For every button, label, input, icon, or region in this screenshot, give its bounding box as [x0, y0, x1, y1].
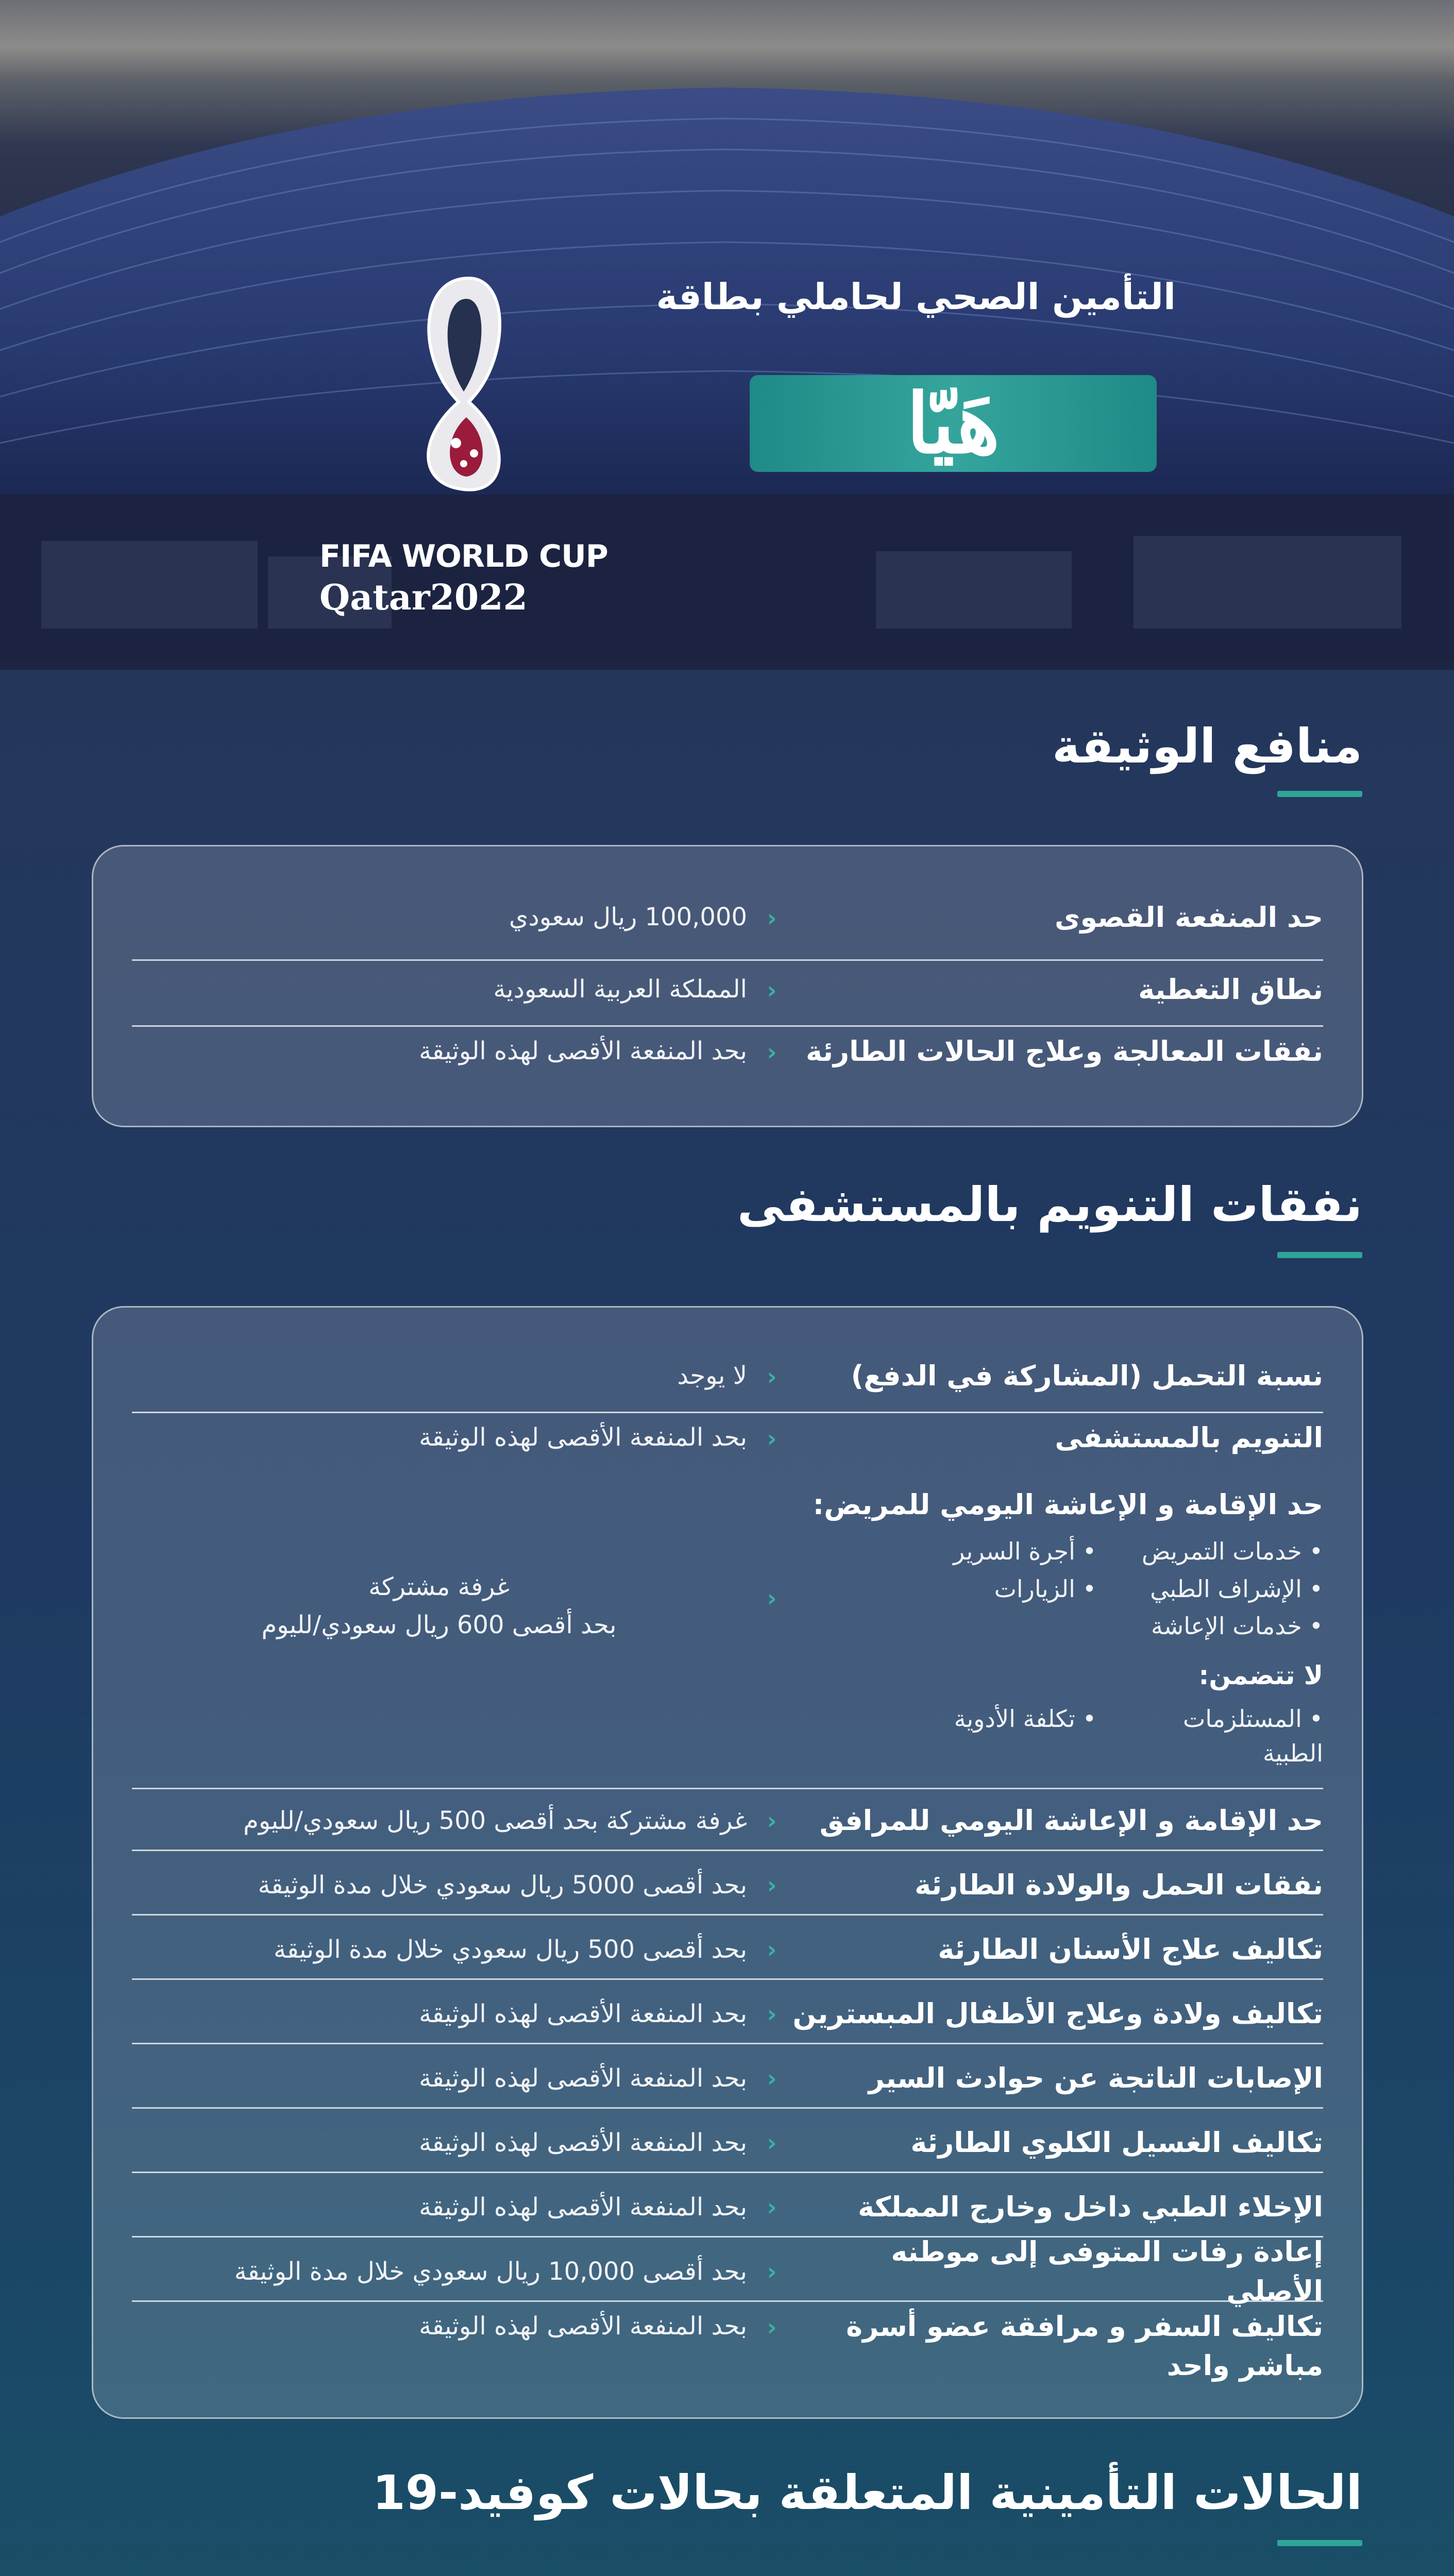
chevron-left-icon: ‹ [767, 1425, 777, 1452]
chevron-left-icon: ‹ [767, 1935, 777, 1963]
stadium-illustration [0, 0, 1454, 670]
row-label: الإصابات الناتجة عن حوادث السير [868, 2062, 1323, 2095]
chevron-left-icon: ‹ [767, 2313, 777, 2341]
hospital-row [132, 1418, 1323, 1475]
policy-benefits-title: منافع الوثيقة [1052, 719, 1362, 774]
row-value: بحد المنفعة الأقصى لهذه الوثيقة [419, 1037, 747, 1065]
world-cup-emblem-icon [309, 268, 629, 629]
row-label: تكاليف الغسيل الكلوي الطارئة [910, 2126, 1323, 2159]
hospital-row [132, 2307, 1323, 2400]
row-label: الإخلاء الطبي داخل وخارج المملكة [858, 2191, 1323, 2224]
chevron-left-icon: ‹ [767, 976, 777, 1004]
row-value: بحد المنفعة الأقصى لهذه الوثيقة [419, 2192, 747, 2222]
hero-title: التأمين الصحي لحاملي بطاقة [656, 276, 1176, 318]
row-value: بحد المنفعة الأقصى لهذه الوثيقة [419, 2128, 747, 2157]
row-value: 100,000 ريال سعودي [509, 903, 747, 931]
row-value: بحد المنفعة الأقصى لهذه الوثيقة [419, 1423, 747, 1452]
hospital-row [132, 2049, 1323, 2109]
benefit-row [132, 1032, 1323, 1089]
list-item: • خدمات الإعاشة [1117, 1609, 1323, 1643]
hero-banner [0, 0, 1454, 670]
row-value: لا يوجد [677, 1361, 747, 1390]
fifa-world-cup-logo [309, 268, 629, 629]
excludes-list [890, 1702, 1323, 1770]
row-value: بحد أقصى 5000 ريال سعودي خلال مدة الوثيقة [258, 1870, 747, 1900]
row-value: بحد المنفعة الأقصى لهذه الوثيقة [419, 2312, 747, 2341]
hospital-row [132, 2114, 1323, 2173]
hospital-row [132, 2178, 1323, 2238]
chevron-left-icon: ‹ [767, 1584, 777, 1612]
title-underline [1277, 2540, 1362, 2546]
chevron-left-icon: ‹ [767, 1038, 777, 1066]
row-label: تكاليف علاج الأسنان الطارئة [938, 1933, 1323, 1966]
row-label: إعادة رفات المتوفى إلى موطنه الأصلي [891, 2235, 1323, 2307]
chevron-left-icon: ‹ [767, 2257, 777, 2285]
list-item: • المستلزمات الطبية [1117, 1702, 1323, 1770]
row-label: حد الإقامة و الإعاشة اليومي للمرافق [819, 1804, 1323, 1837]
row-label: نفقات المعالجة وعلاج الحالات الطارئة [805, 1035, 1323, 1067]
daily-stay-value-line1: غرفة مشتركة [368, 1572, 510, 1601]
chevron-left-icon: ‹ [767, 2193, 777, 2221]
row-label: التنويم بالمستشفى [1055, 1421, 1323, 1454]
row-value: المملكة العربية السعودية [493, 975, 747, 1004]
row-label: حد المنفعة القصوى [1054, 901, 1323, 934]
row-value: غرفة مشتركة بحد أقصى 500 ريال سعودي/لليوم [243, 1806, 747, 1835]
row-label: نفقات الحمل والولادة الطارئة [915, 1869, 1323, 1902]
daily-stay-block [132, 1485, 1323, 1789]
chevron-left-icon: ‹ [767, 2128, 777, 2157]
benefit-row [132, 970, 1323, 1027]
hospital-row [132, 2235, 1323, 2307]
list-item: • الإشراف الطبي [1117, 1572, 1323, 1606]
chevron-left-icon: ‹ [767, 2064, 777, 2092]
daily-stay-value [132, 1568, 746, 1645]
list-item: • الزيارات [890, 1572, 1096, 1606]
covid-title: الحالات التأمينية المتعلقة بحالات كوفيد-19 [372, 2465, 1362, 2520]
chevron-left-icon: ‹ [767, 1871, 777, 1899]
hayya-card-label: هَيّا [750, 375, 1157, 472]
daily-stay-label: حد الإقامة و الإعاشة اليومي للمريض: [813, 1488, 1323, 1521]
benefit-row [132, 898, 1323, 961]
row-value: بحد أقصى 500 ريال سعودي خلال مدة الوثيقة [274, 1935, 747, 1964]
title-underline [1277, 1252, 1362, 1258]
hospital-row [132, 1856, 1323, 1916]
row-label: نسبة التحمل (المشاركة في الدفع) [851, 1360, 1323, 1392]
includes-list [890, 1534, 1323, 1643]
hospital-expenses-card [92, 1306, 1363, 2419]
hospital-row [132, 1792, 1323, 1851]
chevron-left-icon: ‹ [767, 1806, 777, 1835]
row-value: بحد المنفعة الأقصى لهذه الوثيقة [419, 2063, 747, 2093]
hospital-row [132, 1985, 1323, 2044]
logo-line-2: Qatar2022 [319, 577, 528, 618]
row-label: تكاليف السفر و مرافقة عضو أسرة مباشر واحد [846, 2310, 1323, 2382]
hospital-row [132, 1921, 1323, 1980]
row-label: تكاليف ولادة وعلاج الأطفال المبسترين [792, 1997, 1323, 2030]
chevron-left-icon: ‹ [767, 904, 777, 932]
title-underline [1277, 791, 1362, 797]
list-item: • أجرة السرير [890, 1534, 1096, 1569]
row-value: بحد المنفعة الأقصى لهذه الوثيقة [419, 1999, 747, 2028]
logo-line-1: FIFA WORLD CUP [319, 538, 608, 574]
daily-stay-value-line2: بحد أقصى 600 ريال سعودي/لليوم [261, 1611, 617, 1640]
chevron-left-icon: ‹ [767, 1363, 777, 1391]
policy-benefits-card [92, 845, 1363, 1127]
hospital-expenses-title: نفقات التنويم بالمستشفى [737, 1177, 1362, 1232]
list-item: • تكلفة الأدوية [890, 1702, 1096, 1770]
list-item: • خدمات التمريض [1117, 1534, 1323, 1569]
row-label: نطاق التغطية [1138, 973, 1323, 1006]
excludes-label: لا تتضمن: [1198, 1660, 1323, 1690]
row-value: بحد أقصى 10,000 ريال سعودي خلال مدة الوثيقة [234, 2257, 747, 2286]
hospital-row [132, 1357, 1323, 1413]
chevron-left-icon: ‹ [767, 1999, 777, 2028]
